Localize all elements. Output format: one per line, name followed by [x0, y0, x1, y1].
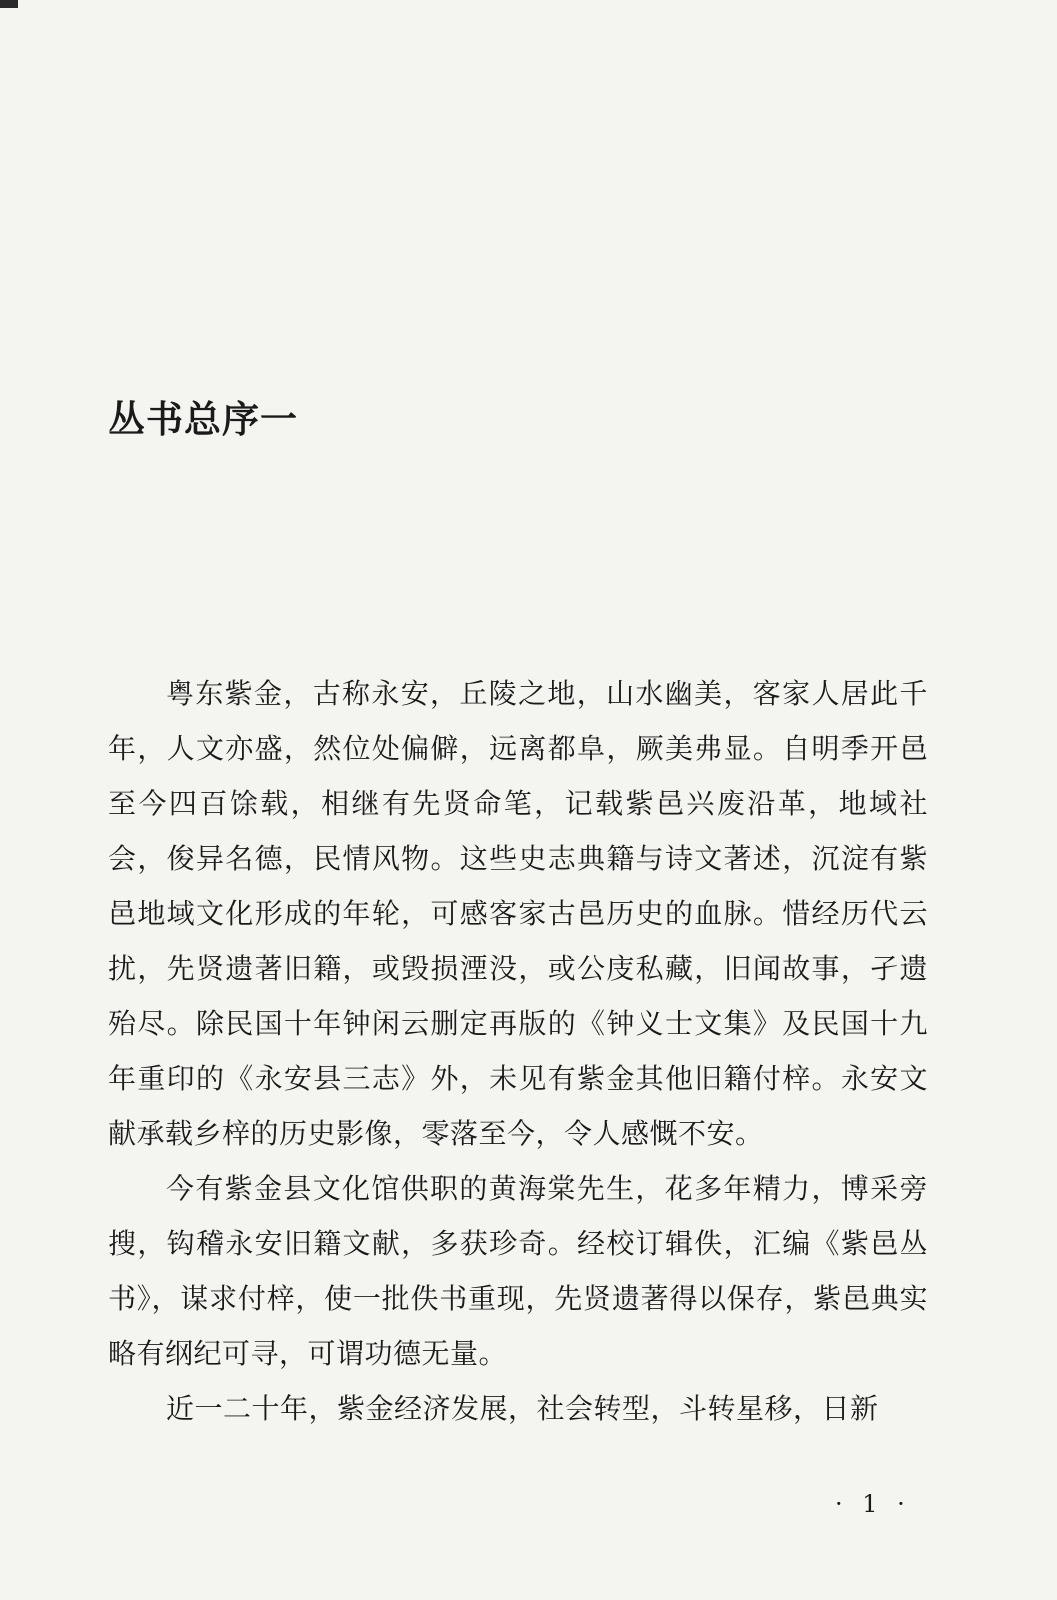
body-text [108, 666, 928, 1436]
paragraph-2: 今有紫金县文化馆供职的黄海棠先生，花多年精力，博采旁搜，钩稽永安旧籍文献，多获珍奇。经校订辑佚，汇编《紫邑丛书》，谋求付梓，使一批佚书重现，先贤遗著得以保存，紫邑典实略有纲纪可寻，可谓功德无量。 [108, 1172, 928, 1370]
scan-corner-mark [0, 0, 18, 8]
page-title: 丛书总序一 [108, 398, 298, 441]
page-number: · 1 · [835, 1490, 911, 1518]
paragraph-1: 粤东紫金，古称永安，丘陵之地，山水幽美，客家人居此千年，人文亦盛，然位处偏僻，远离都阜，厥美弗显。自明季开邑至今四百馀载，相继有先贤命笔，记载紫邑兴废沿革，地域社会，俊异名德，民情风物。这些史志典籍与诗文著述，沉淀有紫邑地域文化形成的年轮，可感客家古邑历史的血脉。惜经历代云扰，先贤遗著旧籍，或毁损湮没，或公庋私藏，旧闻故事，孑遗殆尽。除民国十年钟闲云删定再版的《钟义士文集》及民国十九年重印的《永安县三志》外，未见有紫金其他旧籍付梓。永安文献承载乡梓的历史影像，零落至今，令人感慨不安。 [108, 677, 928, 1150]
paragraph-3: 近一二十年，紫金经济发展，社会转型，斗转星移，日新 [166, 1392, 879, 1425]
